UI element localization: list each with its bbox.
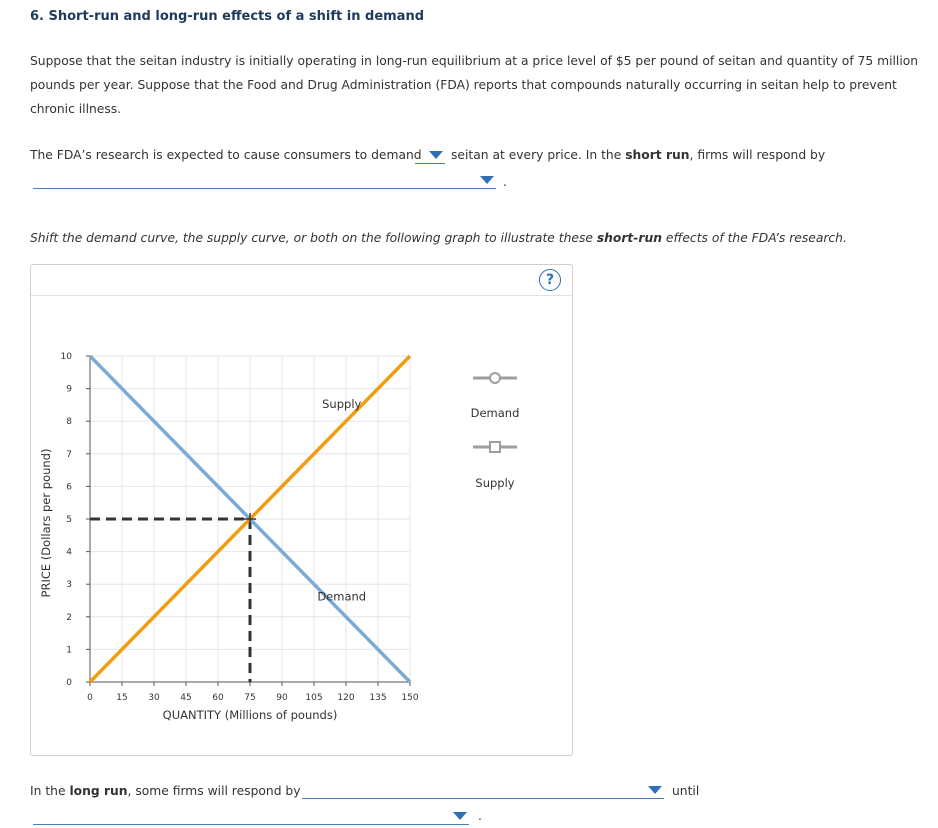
- y-tick-label: 4: [66, 547, 72, 558]
- x-tick-label: 45: [180, 693, 192, 703]
- demand-tool-label: Demand: [470, 406, 520, 420]
- x-tick-label: 135: [369, 693, 387, 703]
- line1-prefix: The FDA’s research is expected to cause consumers to demand: [30, 148, 422, 162]
- long-run-response-dropdown[interactable]: [302, 782, 664, 799]
- x-tick-label: 30: [148, 693, 160, 703]
- x-tick-label: 90: [276, 693, 288, 703]
- x-tick-label: 15: [116, 693, 128, 703]
- supply-tool-square-icon[interactable]: [490, 442, 500, 452]
- dropdown-arrow-icon: [453, 812, 467, 820]
- x-tick-label: 75: [244, 693, 256, 703]
- line1-suffix: seitan at every price. In the short run, firms will respond by: [451, 148, 826, 162]
- y-tick-label: 8: [66, 417, 72, 428]
- y-tick-label: 10: [60, 352, 72, 362]
- period-2: .: [478, 809, 482, 823]
- dropdown-arrow-icon: [648, 786, 662, 794]
- y-tick-label: 3: [66, 580, 72, 591]
- y-tick-label: 2: [66, 612, 72, 623]
- until-label: until: [672, 784, 700, 798]
- help-icon[interactable]: ?: [539, 269, 561, 291]
- x-axis-title: QUANTITY (Millions of pounds): [162, 708, 338, 722]
- y-tick-label: 0: [66, 678, 72, 688]
- x-tick-label: 105: [305, 693, 323, 703]
- demand-tool-circle-icon[interactable]: [490, 373, 500, 383]
- y-tick-label: 9: [66, 384, 72, 395]
- graph-instruction: Shift the demand curve, the supply curve, or both on the following graph to illustrate these short-run effects of the FDA’s research.: [30, 231, 847, 245]
- period-1: .: [503, 175, 507, 189]
- x-tick-label: 150: [401, 693, 419, 703]
- x-tick-label: 120: [337, 693, 355, 703]
- long-run-prefix: In the long run, some firms will respond by: [30, 784, 301, 798]
- until-condition-dropdown[interactable]: [33, 808, 469, 825]
- y-axis-title: PRICE (Dollars per pound): [39, 448, 53, 598]
- y-tick-label: 1: [66, 645, 72, 656]
- supply-curve-label: Supply: [322, 397, 362, 412]
- question-paragraph: Suppose that the seitan industry is initially operating in long-run equilibrium at a price level of $5 per pound of seitan and quantity of 75 million pounds per year. Suppose that the Food and Drug Administration (FDA) reports that compounds naturally occurring in seitan help to prevent chronic illness.: [30, 54, 919, 116]
- x-tick-label: 0: [87, 693, 93, 703]
- y-tick-label: 6: [66, 482, 72, 493]
- y-tick-label: 5: [66, 515, 72, 525]
- y-tick-label: 7: [66, 449, 72, 460]
- supply-tool-label: Supply: [475, 476, 515, 490]
- question-title: 6. Short-run and long-run effects of a shift in demand: [30, 9, 425, 24]
- demand-curve-label: Demand: [317, 589, 367, 604]
- x-tick-label: 60: [212, 693, 224, 703]
